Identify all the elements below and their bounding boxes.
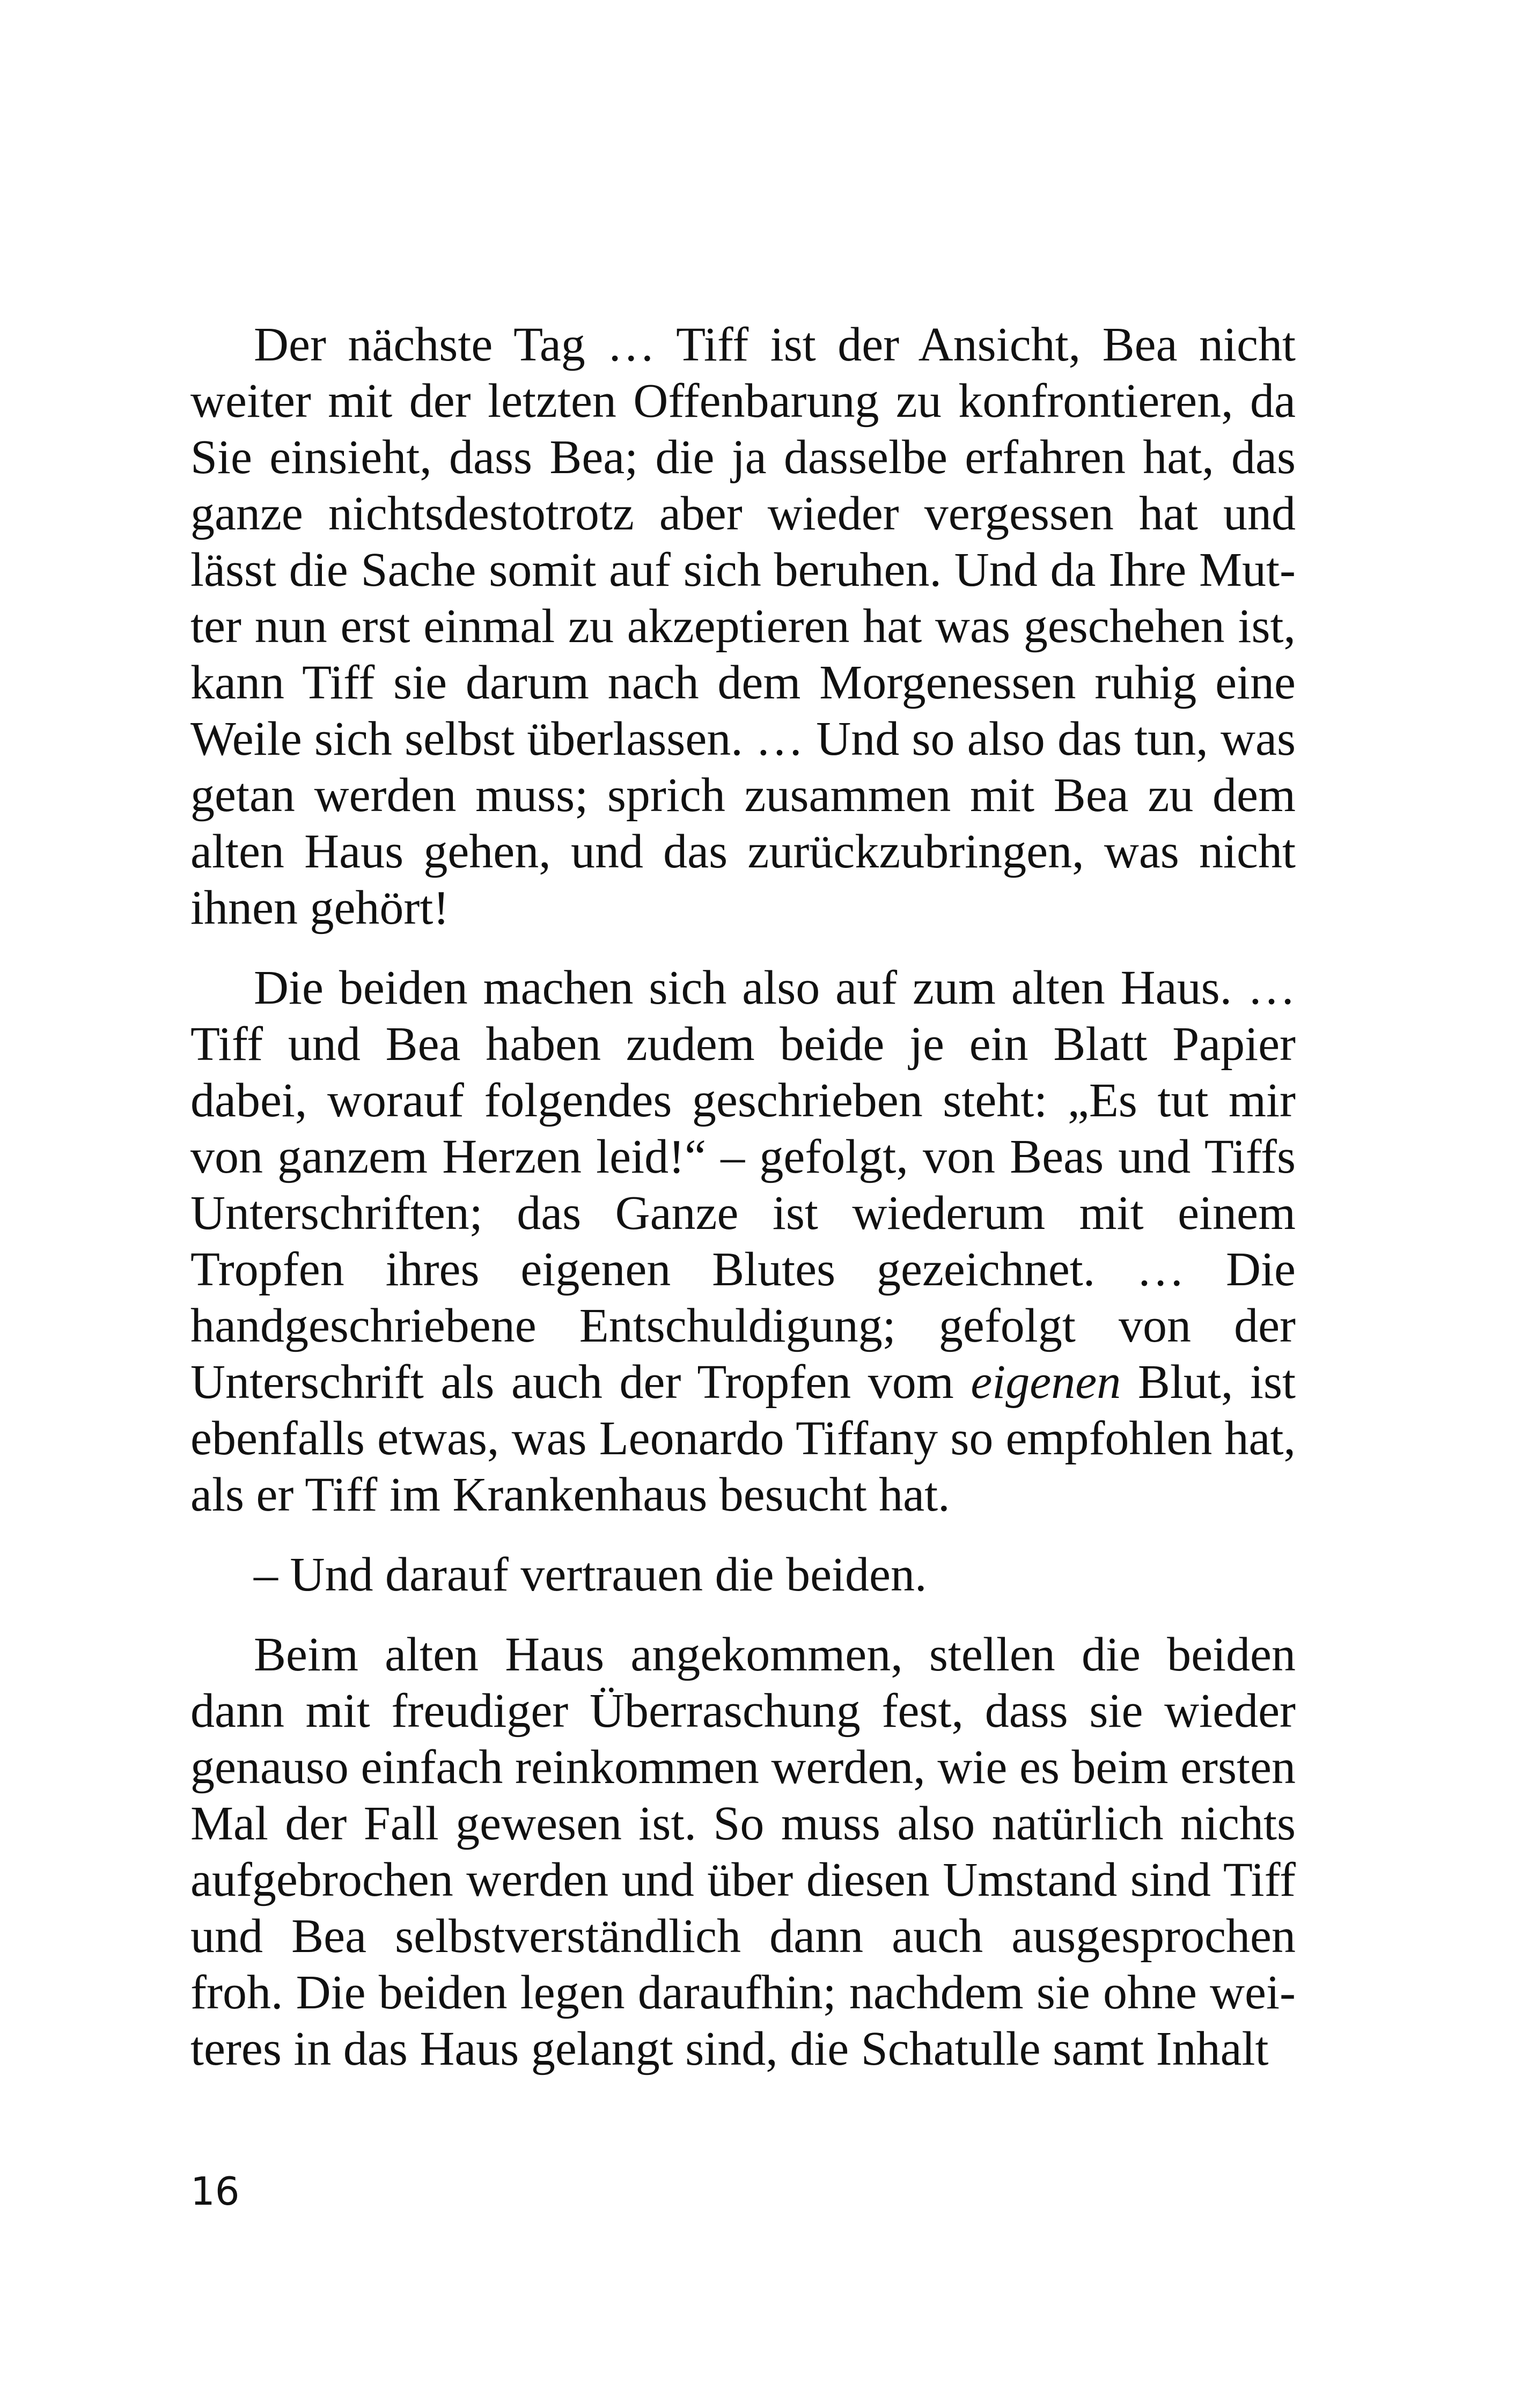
paragraph-2-italic-word: eigenen bbox=[971, 1356, 1121, 1409]
paragraph-1-text: Der nächste Tag … Tiff ist der Ansicht, Bea nicht weiter mit der letzten Offenbarung zu konfrontieren, da Sie einsieht, dass Bea; die ja dasselbe erfahren hat, das ganze nichtsdestotrotz aber wieder vergessen hat und lässt die Sache somit auf sich beruhen. Und da Ihre Mutter nun erst einmal zu akzeptieren hat was geschehen ist, kann Tiff sie darum nach dem Morgenessen ruhig eine Weile sich selbst überlassen. … Und so also das tun, was getan werden muss; sprich zusammen mit Bea zu dem alten Haus gehen, und das zurückzubringen, was nicht ihnen gehört! bbox=[190, 318, 1296, 934]
paragraph-3-text: – Und darauf vertrauen die beiden. bbox=[254, 1548, 927, 1601]
paragraph-2 bbox=[190, 960, 1296, 1523]
paragraph-4 bbox=[190, 1626, 1296, 2077]
body-text bbox=[190, 316, 1296, 2077]
page-number: 16 bbox=[190, 2169, 240, 2214]
paragraph-2-text-start: Die beiden machen sich also auf zum alten Haus. … Tiff und Bea haben zudem beide je ein Blatt Papier dabei, worauf folgendes geschrieben steht: „Es tut mir von ganzem Herzen leid!“ – gefolgt, von Beas und Tiffs Unterschriften; das Ganze ist wiederum mit einem Tropfen ihres eigenen Blutes gezeichnet. … Die handgeschriebene Entschuldigung; gefolgt von der Unterschrift als auch der Tropfen vom bbox=[190, 961, 1296, 1409]
paragraph-3 bbox=[190, 1547, 1296, 1603]
paragraph-1 bbox=[190, 316, 1296, 936]
paragraph-2-text-end: Blut, ist ebenfalls etwas, was Leonardo Tiffany so empfohlen hat, als er Tiff im Krankenhaus besucht hat. bbox=[190, 1356, 1296, 1521]
paragraph-4-text: Beim alten Haus angekommen, stellen die beiden dann mit freudiger Überraschung fest, dass sie wieder genauso einfach reinkommen werden, wie es beim ersten Mal der Fall gewesen ist. So muss also natürlich nichts aufgebrochen werden und über diesen Umstand sind Tiff und Bea selbstverständlich dann auch ausgesprochen froh. Die beiden legen daraufhin; nachdem sie ohne weiteres in das Haus gelangt sind, die Schatulle samt Inhalt bbox=[190, 1628, 1296, 2075]
